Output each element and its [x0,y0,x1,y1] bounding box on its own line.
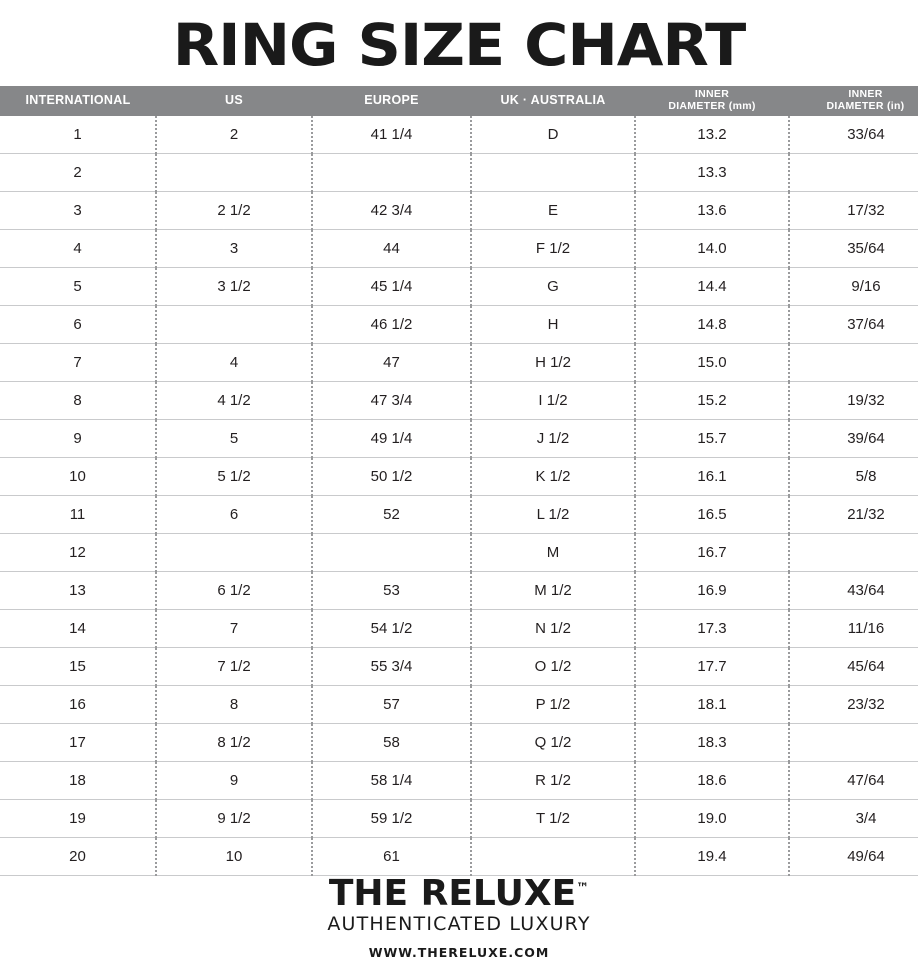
table-cell: 61 [312,838,471,876]
table-cell: 9 [156,762,312,800]
brand-text: THE RELUXE [328,873,577,914]
table-cell: 18.3 [635,724,789,762]
table-row [0,724,918,762]
table-header-row [0,86,918,116]
table-row [0,382,918,420]
table-cell: 53 [312,572,471,610]
table-header [0,86,918,116]
table-cell [789,724,918,762]
table-cell: 54 1/2 [312,610,471,648]
table-cell: 3 [156,230,312,268]
table-cell: 19.4 [635,838,789,876]
inner-diameter-mm-line1: INNER [694,88,730,101]
table-cell: M [471,534,635,572]
table-cell: 47 3/4 [312,382,471,420]
table-cell: 18 [0,762,156,800]
table-cell: 45 1/4 [312,268,471,306]
table-cell: 16.9 [635,572,789,610]
table-cell: 3 [0,192,156,230]
table-cell: 20 [0,838,156,876]
table-row [0,268,918,306]
table-cell: 18.6 [635,762,789,800]
brand-tagline: AUTHENTICATED LUXURY [327,913,591,935]
table-cell [789,534,918,572]
table-cell [156,306,312,344]
table-cell: H 1/2 [471,344,635,382]
table-cell: G [471,268,635,306]
table-cell: 13.3 [635,154,789,192]
table-cell: 59 1/2 [312,800,471,838]
table-cell: 55 3/4 [312,648,471,686]
table-cell: 43/64 [789,572,918,610]
table-cell: 52 [312,496,471,534]
table-cell: 45/64 [789,648,918,686]
table-cell: 4 [156,344,312,382]
table-cell: O 1/2 [471,648,635,686]
table-cell: 17.3 [635,610,789,648]
table-cell: 15.7 [635,420,789,458]
table-cell: 13 [0,572,156,610]
table-cell: 2 [156,116,312,154]
column-header-us: US [156,86,312,116]
footer [0,873,918,970]
table-row [0,610,918,648]
table-cell: 3 1/2 [156,268,312,306]
table-cell: L 1/2 [471,496,635,534]
table-cell: P 1/2 [471,686,635,724]
column-header-international: INTERNATIONAL [0,86,156,116]
table-cell: 33/64 [789,116,918,154]
table-cell: 15.2 [635,382,789,420]
table-row [0,306,918,344]
table-row [0,192,918,230]
table-cell [789,154,918,192]
table-row [0,116,918,154]
table-row [0,762,918,800]
trademark-symbol: ™ [576,881,590,896]
table-cell: 49 1/4 [312,420,471,458]
table-cell: D [471,116,635,154]
table-cell: 8 1/2 [156,724,312,762]
inner-diameter-in-line2: DIAMETER (in) [826,100,905,112]
table-cell: 19.0 [635,800,789,838]
column-header-inner-diameter-in [789,86,918,116]
table-cell [471,154,635,192]
column-header-inner-diameter-mm [635,86,789,116]
table-cell: 7 1/2 [156,648,312,686]
table-cell: 16.7 [635,534,789,572]
table-cell: 5 [0,268,156,306]
table-cell: 35/64 [789,230,918,268]
column-header-uk-australia: UK · AUSTRALIA [471,86,635,116]
table-cell: 5 1/2 [156,458,312,496]
table-cell: 7 [0,344,156,382]
table-cell: M 1/2 [471,572,635,610]
table-row [0,686,918,724]
website-url: WWW.THERELUXE.COM [368,945,550,960]
table-cell: 58 1/4 [312,762,471,800]
table-row [0,420,918,458]
table-cell: 47 [312,344,471,382]
table-cell: 5/8 [789,458,918,496]
table-row [0,496,918,534]
table-cell: 1 [0,116,156,154]
table-cell: 23/32 [789,686,918,724]
table-cell: K 1/2 [471,458,635,496]
table-cell: 14.4 [635,268,789,306]
table-cell: 10 [156,838,312,876]
table-row [0,572,918,610]
table-cell: 39/64 [789,420,918,458]
table-cell: 17 [0,724,156,762]
table-cell: 58 [312,724,471,762]
table-cell: 2 [0,154,156,192]
table-row [0,534,918,572]
table-row [0,838,918,876]
table-row [0,800,918,838]
table-cell: T 1/2 [471,800,635,838]
table-cell: 6 [156,496,312,534]
table-cell: 10 [0,458,156,496]
table-cell: 16.5 [635,496,789,534]
table-cell [156,534,312,572]
table-body [0,116,918,876]
table-cell [471,838,635,876]
table-cell [312,534,471,572]
table-cell: 17.7 [635,648,789,686]
table-cell [156,154,312,192]
brand-name [328,873,590,914]
column-header-europe: EUROPE [312,86,471,116]
table-cell: 9/16 [789,268,918,306]
table-cell: 46 1/2 [312,306,471,344]
table-cell: 16 [0,686,156,724]
table-cell: 50 1/2 [312,458,471,496]
table-cell: 2 1/2 [156,192,312,230]
table-cell: 37/64 [789,306,918,344]
table-cell: 5 [156,420,312,458]
table-cell: 13.2 [635,116,789,154]
table-cell: H [471,306,635,344]
table-cell: 16.1 [635,458,789,496]
table-cell: 42 3/4 [312,192,471,230]
table-cell: 21/32 [789,496,918,534]
table-cell: 47/64 [789,762,918,800]
table-cell: 19/32 [789,382,918,420]
table-cell: 3/4 [789,800,918,838]
table-cell: 17/32 [789,192,918,230]
table-cell: 6 1/2 [156,572,312,610]
table-cell: 8 [0,382,156,420]
table-cell: 19 [0,800,156,838]
table-row [0,230,918,268]
table-cell: I 1/2 [471,382,635,420]
table-cell [312,154,471,192]
table-cell: 4 1/2 [156,382,312,420]
table-cell: 49/64 [789,838,918,876]
table-row [0,154,918,192]
table-cell: 57 [312,686,471,724]
table-cell: 15.0 [635,344,789,382]
table-row [0,344,918,382]
ring-size-table [0,86,918,876]
table-cell: 9 [0,420,156,458]
table-cell: 14.0 [635,230,789,268]
table-cell: 8 [156,686,312,724]
table-cell: F 1/2 [471,230,635,268]
table-cell: 13.6 [635,192,789,230]
table-cell: 14.8 [635,306,789,344]
inner-diameter-mm-line2: DIAMETER (mm) [668,100,756,112]
table-cell: 41 1/4 [312,116,471,154]
table-cell: 11/16 [789,610,918,648]
table-cell: 15 [0,648,156,686]
table-cell: 18.1 [635,686,789,724]
table-cell: 7 [156,610,312,648]
table-cell: J 1/2 [471,420,635,458]
inner-diameter-in-line1: INNER [848,88,883,101]
table-cell: 6 [0,306,156,344]
table-cell: N 1/2 [471,610,635,648]
table-cell: R 1/2 [471,762,635,800]
table-row [0,648,918,686]
table-cell: E [471,192,635,230]
table-cell: 44 [312,230,471,268]
table-cell: 11 [0,496,156,534]
table-cell: 14 [0,610,156,648]
table-cell: Q 1/2 [471,724,635,762]
page-title: RING SIZE CHART [172,11,746,79]
table-cell: 4 [0,230,156,268]
table-cell [789,344,918,382]
table-cell: 9 1/2 [156,800,312,838]
table-row [0,458,918,496]
table-cell: 12 [0,534,156,572]
